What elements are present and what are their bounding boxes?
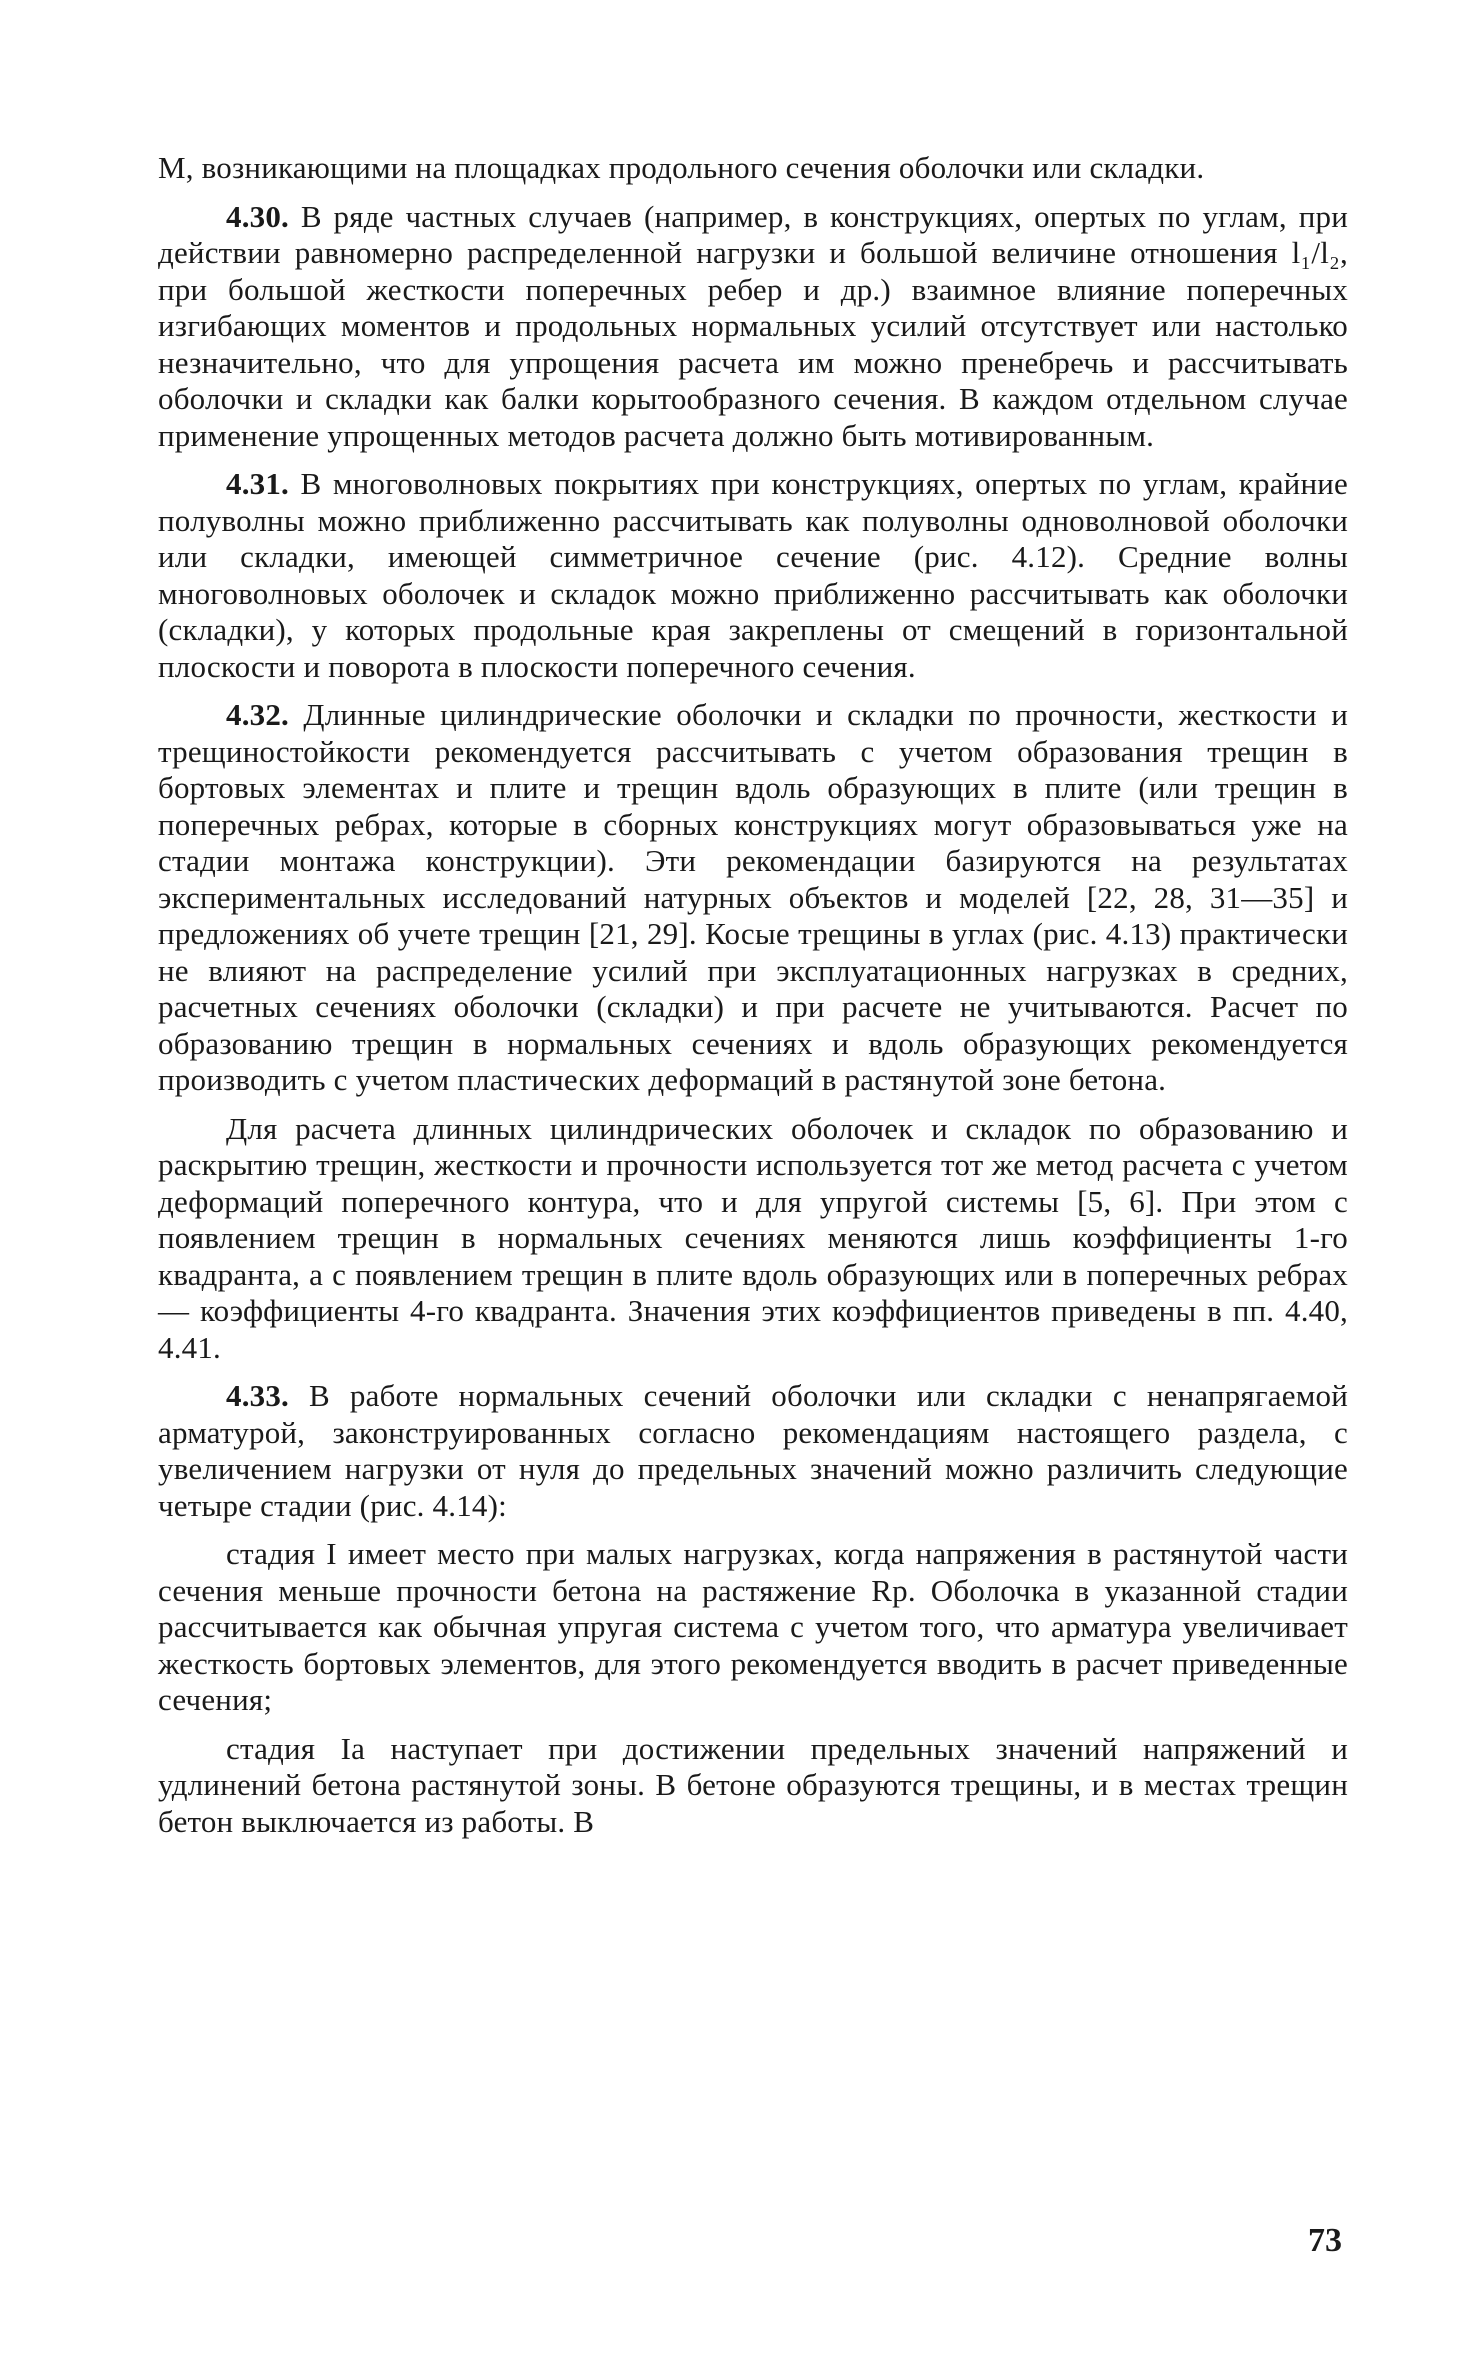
paragraph-text: M, возникающими на площадках продольного сечения оболочки или складки. — [158, 150, 1205, 185]
paragraph-continuation — [158, 150, 1348, 187]
paragraph-4-33 — [158, 1378, 1348, 1524]
paragraph-number: 4.31. — [226, 466, 289, 501]
page-body — [158, 150, 1348, 1852]
paragraph-text: стадия I имеет место при малых нагрузках, когда напряжения в растянутой части сечения меньше прочности бетона на растяжение Rр. Оболочка в указанной стадии рассчитывается как обычная упругая система с учетом того, что арматура увеличивает жесткость бортовых элементов, для этого рекомендуется вводить в расчет приведенные сечения; — [158, 1536, 1348, 1717]
paragraph-4-32 — [158, 697, 1348, 1099]
paragraph-4-31 — [158, 466, 1348, 685]
paragraph-stage-1a — [158, 1731, 1348, 1841]
paragraph-text: Для расчета длинных цилиндрических оболочек и складок по образованию и раскрытию трещин, жесткости и прочности используется тот же метод расчета с учетом деформаций поперечного контура, что и для упругой системы [5, 6]. При этом с появлением трещин в нормальных сечениях меняются лишь коэффициенты 1-го квадранта, а с появлением трещин в плите вдоль образующих или в поперечных ребрах — коэффициенты 4-го квадранта. Значения этих коэффициентов приведены в пп. 4.40, 4.41. — [158, 1110, 1348, 1365]
paragraph-stage-1 — [158, 1536, 1348, 1719]
paragraph-number: 4.32. — [226, 697, 289, 732]
paragraph-text: В работе нормальных сечений оболочки или складки с ненапрягаемой арматурой, законструированных согласно рекомендациям настоящего раздела, с увеличением нагрузки от нуля до предельных значений можно различить следующие четыре стадии (рис. 4.14): — [158, 1378, 1348, 1523]
paragraph-text: В ряде частных случаев (например, в конструкциях, опертых по углам, при действии равномерно распределенной нагрузки и большой величине отношения l₁/l₂, при большой жесткости поперечных ребер и др.) взаимное влияние поперечных изгибающих моментов и продольных нормальных усилий отсутствует или настолько незначительно, что для упрощения расчета им можно пренебречь и рассчитывать оболочки и складки как балки корытообразного сечения. В каждом отдельном случае применение упрощенных методов расчета должно быть мотивированным. — [158, 198, 1348, 453]
paragraph-4-30 — [158, 199, 1348, 455]
paragraph-text: Длинные цилиндрические оболочки и складки по прочности, жесткости и трещиностойкости рекомендуется рассчитывать с учетом образования трещин в бортовых элементах и плите и трещин вдоль образующих в плите (или трещин в поперечных ребрах, которые в сборных конструкциях могут образовываться уже на стадии монтажа конструкции). Эти рекомендации базируются на результатах экспериментальных исследований натурных объектов и моделей [22, 28, 31—35] и предложениях об учете трещин [21, 29]. Косые трещины в углах (рис. 4.13) практически не влияют на распределение усилий при эксплуатационных нагрузках в средних, расчетных сечениях оболочки (складки) и при расчете не учитываются. Расчет по образованию трещин в нормальных сечениях и вдоль образующих рекомендуется производить с учетом пластических деформаций в растянутой зоне бетона. — [158, 697, 1348, 1097]
paragraph-text: В многоволновых покрытиях при конструкциях, опертых по углам, крайние полуволны можно приближенно рассчитывать как полуволны одноволновой оболочки или складки, имеющей симметричное сечение (рис. 4.12). Средние волны многоволновых оболочек и складок можно приближенно рассчитывать как оболочки (складки), у которых продольные края закреплены от смещений в горизонтальной плоскости и поворота в плоскости поперечного сечения. — [158, 466, 1348, 684]
paragraph-number: 4.33. — [226, 1378, 289, 1413]
page-number: 73 — [1308, 2222, 1342, 2259]
paragraph-text: стадия Iа наступает при достижении предельных значений напряжений и удлинений бетона растянутой зоны. В бетоне образуются трещины, и в местах трещин бетон выключается из работы. В — [158, 1730, 1348, 1839]
paragraph-number: 4.30. — [226, 198, 289, 234]
paragraph-calculation-method — [158, 1111, 1348, 1367]
